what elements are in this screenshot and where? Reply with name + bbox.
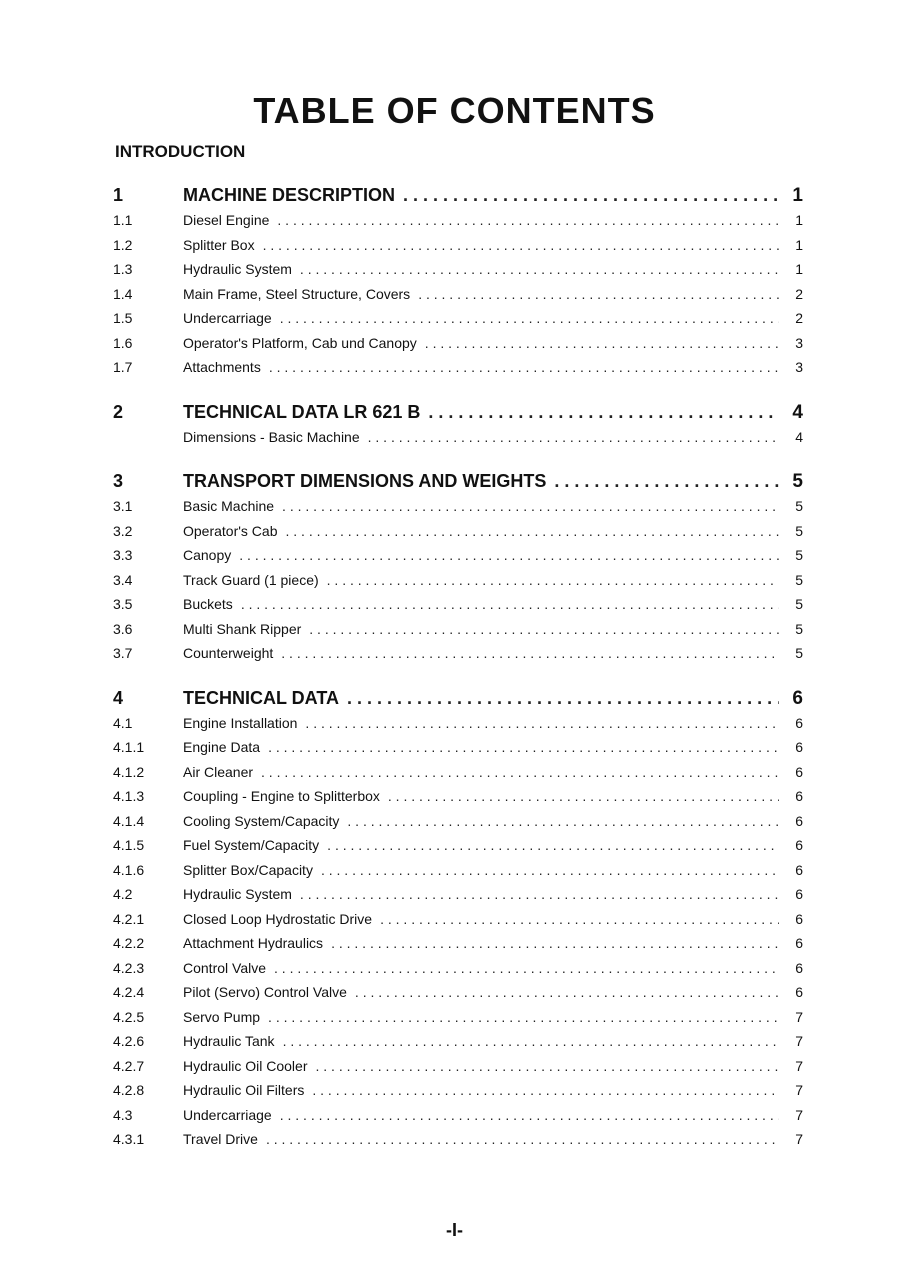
toc-entry-number: 3.5 [113,596,133,612]
toc-page-number: 6 [795,861,803,878]
toc-section [113,471,803,670]
toc-entry-title: Track Guard (1 piece) [183,571,319,588]
toc-entry-number: 4.2.8 [113,1082,145,1098]
dot-leader [355,984,779,1000]
toc-entry-row [113,960,803,985]
toc-page-number: 7 [795,1106,803,1123]
toc-section-number: 3 [113,471,124,491]
toc-entry-title: Closed Loop Hydrostatic Drive [183,910,373,927]
toc-entry-number: 1.5 [113,310,133,326]
toc-entry-title: Pilot (Servo) Control Valve [183,984,347,1000]
toc-page-number: 1 [795,212,803,228]
toc-page-number: 6 [795,984,803,1000]
toc-page-number: 3 [795,334,803,351]
toc-section-title: TRANSPORT DIMENSIONS AND WEIGHTS [183,471,547,491]
toc-entry-row [113,1033,803,1058]
dot-leader [309,621,779,637]
toc-page-number: 6 [795,788,803,804]
toc-entry-row [113,547,803,572]
toc-entry-row [113,837,803,862]
toc-entry-number: 3.3 [113,547,133,563]
dot-leader [312,1082,779,1098]
toc-entry-title: Splitter Box [183,236,255,253]
toc-page-number: 7 [795,1033,803,1049]
toc-page-number: 4 [795,428,803,445]
toc-entry-number: 3.7 [113,645,133,661]
toc-page-number: 7 [795,1082,803,1098]
toc-entry-row [113,911,803,936]
toc-page-number: 6 [795,935,803,951]
toc-page-number: 5 [795,498,803,514]
toc-entry-number: 1.6 [113,334,133,351]
toc-entry-number: 4.1.1 [113,739,145,755]
toc-page-number: 1 [795,261,803,277]
toc-entry-row [113,498,803,523]
toc-entry-number: 1.1 [113,212,133,228]
dot-leader [347,688,779,709]
toc-entry-number: 4.1.4 [113,812,145,829]
toc-entry-title: Control Valve [183,959,267,976]
toc-entry-number: 4.2.5 [113,1008,145,1025]
dot-leader [300,261,779,277]
toc-entry-row [113,984,803,1009]
toc-section-row [113,471,803,498]
toc-section-number: 4 [113,687,124,708]
dot-leader [403,185,779,206]
toc-section-row [113,185,803,212]
toc-page-number: 4 [792,401,803,423]
toc-page-number: 2 [795,285,803,302]
dot-leader [281,645,779,661]
toc-entry-row [113,645,803,670]
toc-entry-number: 3.6 [113,620,133,637]
toc-entry-number: 4.2.7 [113,1057,145,1074]
toc-entry-number: 3.2 [113,522,133,539]
toc-page-number: 1 [792,185,803,206]
toc-page-number: 6 [795,763,803,780]
toc-entry-title: Operator's Platform, Cab und Canopy [183,334,417,351]
toc-entry-row [113,788,803,813]
toc-entry-title: Hydraulic Tank [183,1033,275,1049]
dot-leader [321,862,779,878]
toc-entry-title: Operator's Cab [183,522,278,539]
toc-entry-title: Hydraulic Oil Cooler [183,1057,308,1074]
dot-leader [315,1058,779,1074]
dot-leader [380,911,779,927]
toc-page-number: 5 [795,645,803,661]
toc-section-row [113,688,803,715]
toc-page-number: 3 [795,359,803,375]
toc-entry-title: Buckets [183,596,233,612]
toc-section-title: MACHINE DESCRIPTION [183,185,396,205]
toc-page-number: 5 [795,522,803,539]
toc-entry-row [113,764,803,789]
dot-leader [269,359,779,375]
toc-entry-number: 4.1.2 [113,763,145,780]
toc-page-number: 5 [795,620,803,637]
toc-entry-row [113,429,803,454]
toc-entry-title: Undercarriage [183,310,272,326]
toc-entry-title: Engine Data [183,739,261,755]
dot-leader [274,960,779,976]
toc-entry-number: 1.2 [113,236,133,253]
toc-entry-number: 4.1.3 [113,788,145,804]
toc-section-title: TECHNICAL DATA [183,687,339,708]
toc-entry-number: 4.3 [113,1106,133,1123]
toc-entry-row [113,286,803,311]
toc-page-number: 7 [795,1008,803,1025]
dot-leader [277,212,779,228]
toc-entry-number: 4.2.6 [113,1033,145,1049]
dot-leader [241,596,779,612]
toc-entry-row [113,886,803,911]
toc-page-number: 1 [795,236,803,253]
toc-entry-row [113,1107,803,1132]
toc-entry-title: Hydraulic System [183,261,292,277]
dot-leader [418,286,779,302]
toc-entry-row [113,935,803,960]
dot-leader [283,1033,779,1049]
toc-entry-title: Travel Drive [183,1131,258,1147]
toc-page-number: 7 [795,1131,803,1147]
toc-page-number: 6 [795,837,803,853]
toc-section [113,688,803,1156]
toc-entry-number: 3.1 [113,498,133,514]
toc-page-number: 6 [795,910,803,927]
toc-page-number: 6 [795,959,803,976]
toc-entry-number: 4.2.3 [113,959,145,976]
toc-entry-title: Hydraulic Oil Filters [183,1082,305,1098]
toc-entry-title: Canopy [183,547,232,563]
toc-section-title: TECHNICAL DATA LR 621 B [183,401,421,422]
page-number-footer: -I- [446,1220,463,1240]
dot-leader [263,237,779,253]
toc-entry-row [113,715,803,740]
dot-leader [239,547,779,563]
dot-leader [305,715,779,731]
toc-entry-title: Splitter Box/Capacity [183,861,313,878]
toc-entry-number: 4.2 [113,886,133,902]
toc-entry-title: Engine Installation [183,714,298,731]
toc-entry-number: 1.7 [113,359,133,375]
toc-entry-number: 4.2.1 [113,910,145,927]
toc-entry-number: 4.1.5 [113,837,145,853]
toc-entry-number: 4.2.2 [113,935,145,951]
toc-entry-title: Multi Shank Ripper [183,620,302,637]
dot-leader [268,1009,779,1025]
toc-entry-row [113,359,803,384]
toc-entry-row [113,310,803,335]
dot-leader [425,335,779,351]
toc-entry-title: Fuel System/Capacity [183,837,320,853]
dot-leader [347,813,779,829]
toc-entry-number: 1.3 [113,261,133,277]
toc-page-number: 6 [795,714,803,731]
toc-section [113,185,803,384]
toc-entry-row [113,237,803,262]
toc-entry-number: 3.4 [113,571,133,588]
toc-entry-title: Cooling System/Capacity [183,812,340,829]
dot-leader [327,837,779,853]
toc-entry-title: Coupling - Engine to Splitterbox [183,788,380,804]
toc-page-number: 2 [795,310,803,326]
toc-page-number: 7 [795,1057,803,1074]
dot-leader [280,1107,779,1123]
introduction-heading: INTRODUCTION [115,142,246,161]
toc-entry-row [113,1082,803,1107]
toc-entry-title: Air Cleaner [183,763,254,780]
toc-entry-number: 4.1.6 [113,861,145,878]
dot-leader [300,886,779,902]
dot-leader [388,788,779,804]
toc-page-number: 6 [795,739,803,755]
dot-leader [268,739,779,755]
dot-leader [428,402,779,423]
toc-page-number: 5 [792,471,803,492]
toc-entry-row [113,335,803,360]
toc-entry-title: Counterweight [183,645,274,661]
toc-page-number: 6 [795,812,803,829]
toc-entry-row [113,862,803,887]
toc-entry-number: 4.2.4 [113,984,145,1000]
toc-section-number: 1 [113,185,124,205]
toc-entry-row [113,621,803,646]
toc-section [113,402,803,454]
toc-page-number: 6 [795,886,803,902]
toc-entry-row [113,1009,803,1034]
toc-entry-title: Diesel Engine [183,212,270,228]
toc-page-number: 6 [792,687,803,709]
toc-entry-title: Hydraulic System [183,886,292,902]
toc-entry-number: 4.1 [113,714,133,731]
dot-leader [280,310,779,326]
toc-entry-row [113,261,803,286]
page-title: TABLE OF CONTENTS [253,90,656,131]
toc-entry-row [113,212,803,237]
dot-leader [368,429,779,445]
toc-page-number: 5 [795,547,803,563]
toc-section-row [113,402,803,429]
toc-entry-title: Undercarriage [183,1106,272,1123]
toc-entry-row [113,1058,803,1083]
toc-entry-row [113,596,803,621]
dot-leader [282,498,779,514]
toc-entry-row [113,523,803,548]
toc-entry-title: Servo Pump [183,1008,261,1025]
dot-leader [266,1131,779,1147]
toc-page-number: 5 [795,571,803,588]
toc-entry-row [113,739,803,764]
dot-leader [261,764,779,780]
dot-leader [286,523,780,539]
dot-leader [331,935,779,951]
toc-entry-title: Attachments [183,359,261,375]
toc-entry-row [113,813,803,838]
table-of-contents [113,185,803,1174]
toc-page-number: 5 [795,596,803,612]
toc-entry-title: Attachment Hydraulics [183,935,324,951]
toc-entry-number: 4.3.1 [113,1131,145,1147]
dot-leader [554,471,779,492]
toc-entry-title: Basic Machine [183,498,275,514]
toc-entry-row [113,572,803,597]
toc-entry-number: 1.4 [113,285,133,302]
toc-entry-title: Dimensions - Basic Machine [183,428,360,445]
toc-section-number: 2 [113,401,124,422]
toc-entry-title: Main Frame, Steel Structure, Covers [183,285,411,302]
toc-entry-row [113,1131,803,1156]
dot-leader [327,572,779,588]
